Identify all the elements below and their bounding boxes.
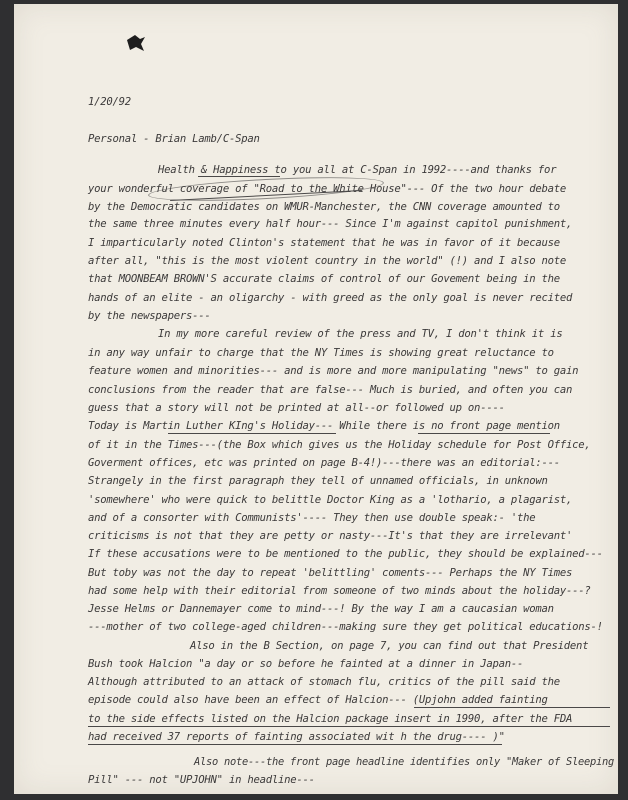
- body-line: had received 37 reports of fainting associated wit h the drug---- )": [88, 731, 505, 743]
- underline-mark: [168, 433, 336, 434]
- body-line: Strangely in the first paragraph they tell of unnamed officials, in unknown: [88, 475, 548, 487]
- body-line: Also in the B Section, on page 7, you can find out that President: [190, 640, 589, 652]
- body-line: Bush took Halcion "a day or so before he fainted at a dinner in Japan--: [88, 658, 524, 670]
- body-line: Jesse Helms or Dannemayer come to mind---! By the way I am a caucasian woman: [88, 603, 554, 615]
- body-line: Health & Happiness to you all at C-Span in 1992----and thanks for: [158, 164, 557, 176]
- body-line: episode could also have been an effect of Halcion--- (Upjohn added fainting: [88, 694, 548, 706]
- underline-mark: [414, 707, 610, 708]
- body-line: after all, "this is the most violent country in the world" (!) and I also note: [88, 255, 566, 267]
- body-line: Today is Martin Luther KIng's Holiday--- While there is no front page mention: [88, 420, 560, 432]
- body-line: But toby was not the day to repeat 'belittling' coments--- Perhaps the NY Times: [88, 567, 573, 579]
- underline-mark: [418, 433, 550, 434]
- underline-mark: [198, 176, 280, 177]
- body-line: and of a consorter with Communists'---- They then use double speak:- 'the: [88, 512, 536, 524]
- letter-page: [14, 4, 618, 794]
- body-line: Goverment offices, etc was printed on page B-4!)---there was an editorial:---: [88, 457, 560, 469]
- body-line: In my more careful review of the press and TV, I don't think it is: [158, 328, 563, 340]
- body-line: to the side effects listed on the Halcion package insert in 1990, after the FDA: [88, 713, 573, 725]
- body-line: guess that a story will not be printed at all--or followed up on----: [88, 402, 505, 414]
- body-line: hands of an elite - an oligarchy - with greed as the only goal is never recited: [88, 292, 573, 304]
- ink-blot: [126, 34, 146, 52]
- body-line: that MOONBEAM BROWN'S accurate claims of control of our Govement being in the: [88, 273, 560, 285]
- letter-salutation: Personal - Brian Lamb/C-Span: [88, 133, 260, 145]
- body-line: Although attributed to an attack of stomach flu, critics of the pill said the: [88, 676, 560, 688]
- letter-date: 1/20/92: [88, 96, 131, 108]
- body-line: criticisms is not that they are petty or nasty---It's that they are irrelevant': [88, 530, 573, 542]
- body-line: Also note---the front page headline identifies only "Maker of Sleeping: [194, 756, 614, 768]
- body-line: in any way unfair to charge that the NY Times is showing great reluctance to: [88, 347, 554, 359]
- body-line: I imparticularly noted Clinton's statement that he was in favor of it because: [88, 237, 560, 249]
- body-line: your wonderful coverage of "Road to the White House"--- Of the two hour debate: [88, 183, 566, 195]
- underline-mark: [88, 726, 610, 727]
- body-line: If these accusations were to be mentioned to the public, they should be explained---: [88, 548, 603, 560]
- body-line: by the newspapers---: [88, 310, 211, 322]
- underline-mark: [88, 744, 502, 745]
- body-line: ---mother of two college-aged children---making sure they get political educations-!: [88, 621, 603, 633]
- body-line: conclusions from the reader that are false--- Much is buried, and often you can: [88, 384, 573, 396]
- body-line: of it in the Times---(the Box which gives us the Holiday schedule for Post Office,: [88, 439, 591, 451]
- body-line: feature women and minorities--- and is more and more manipulating "news" to gain: [88, 365, 579, 377]
- body-line: 'somewhere' who were quick to belittle Doctor King as a 'lothario, a plagarist,: [88, 494, 573, 506]
- body-line: Pill" --- not "UPJOHN" in headline---: [88, 774, 315, 786]
- body-line: had some help with their editorial from someone of two minds about the holiday---?: [88, 585, 591, 597]
- body-line: by the Democratic candidates on WMUR-Manchester, the CNN coverage amounted to: [88, 201, 560, 213]
- body-line: the same three minutes every half hour--- Since I'm against capitol punishment,: [88, 218, 573, 230]
